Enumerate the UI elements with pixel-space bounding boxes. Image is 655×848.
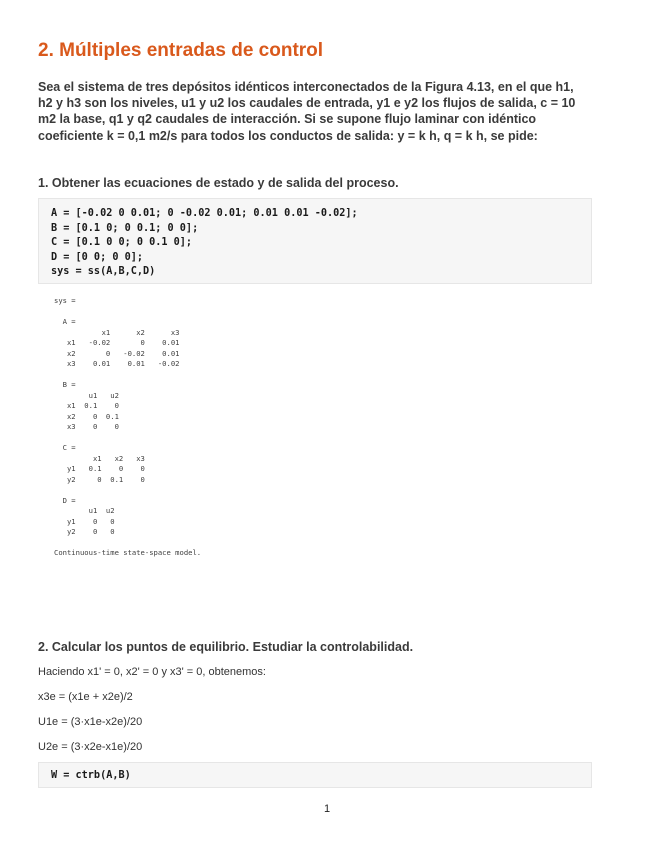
equation-u2e: U2e = (3·x2e-x1e)/20 — [38, 741, 143, 753]
page-number: 1 — [323, 803, 331, 815]
step2-code-block[interactable] — [38, 762, 592, 788]
step2-code: W = ctrb(A,B) — [51, 770, 131, 781]
step1-heading: 1. Obtener las ecuaciones de estado y de salida del proceso. — [38, 176, 399, 190]
step2-heading: 2. Calcular los puntos de equilibrio. Estudiar la controlabilidad. — [38, 640, 414, 654]
equation-u1e: U1e = (3·x1e-x2e)/20 — [38, 716, 143, 728]
equation-x3e: x3e = (x1e + x2e)/2 — [38, 691, 133, 703]
problem-statement: Sea el sistema de tres depósitos idénticos interconectados de la Figura 4.13, en el que h1, h2 y h3 son los niveles, u1 y u2 los caudales de entrada, y1 e y2 los flujos de salida, c = 10 m2 la base, q1 y q2 caudales de interacción. Si se supone flujo laminar con idéntico coeficiente k = 0,1 m2/s para todos los conductos de salida: y = k h, q = k h, se pide: — [38, 80, 576, 143]
step1-code-block[interactable] — [38, 198, 592, 284]
step1-code: A = [-0.02 0 0.01; 0 -0.02 0.01; 0.01 0.01 -0.02]; B = [0.1 0; 0 0.1; 0 0]; C = [0.1 0 0; 0 0.1 0]; D = [0 0; 0 0]; sys = ss(A,B,C,D) — [51, 208, 358, 278]
section-title: 2. Múltiples entradas de control — [38, 40, 324, 61]
step1-command-output: sys = A = x1 x2 x3 x1 -0.02 0 0.01 x2 0 -0.02 0.01 x3 0.01 0.01 -0.02 B = u1 u2 x1 0.1 0 x2 0 0.1 x3 0 0 C = x1 x2 x3 y1 0.1 0 0 y2 0 0.1 0 D = u1 u2 y1 0 0 y2 0 0 Continuous-time state-space model. — [54, 296, 202, 557]
equilibrium-intro: Haciendo x1' = 0, x2' = 0 y x3' = 0, obtenemos: — [38, 666, 266, 678]
